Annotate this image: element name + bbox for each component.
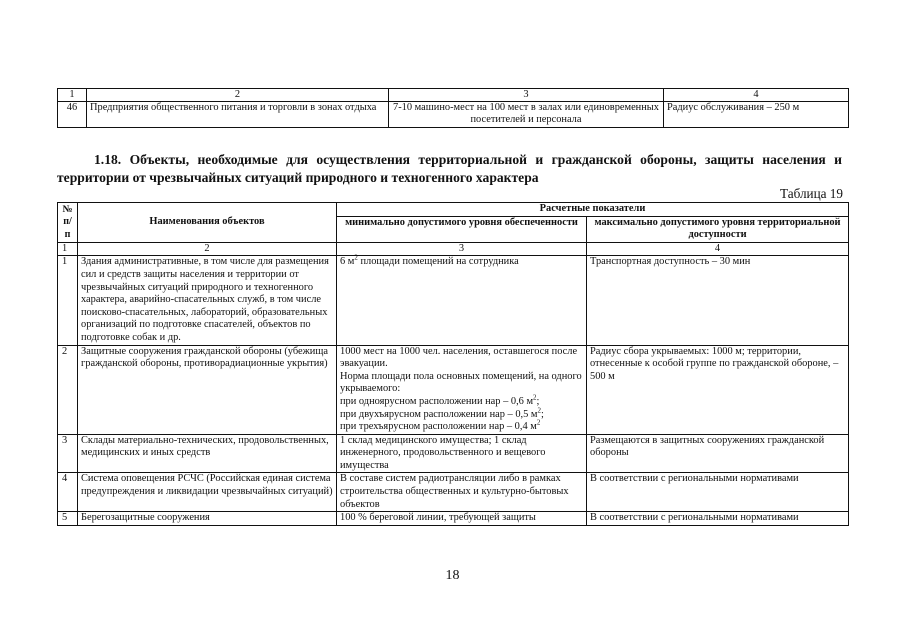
column-number-row (58, 89, 849, 102)
table-row (58, 473, 849, 512)
header-row (58, 203, 849, 217)
header-calc: Расчетные показатели (337, 203, 849, 217)
min-indicator: 6 $м^2$ площади помещений на сотрудника (337, 256, 587, 345)
table-row (58, 256, 849, 345)
col-number-4: 4 (587, 242, 849, 256)
max-indicator: Радиус обслуживания – 250 м (664, 102, 849, 127)
max-indicator: Транспортная доступность – 30 мин (587, 256, 849, 345)
col-number-3: 3 (337, 242, 587, 256)
max-indicator: Радиус сбора укрываемых: 1000 м; территории, отнесенные к особой группе по гражданской обороне, – 500 м (587, 345, 849, 434)
min-indicator: В составе систем радиотрансляции либо в рамках строительства общественных и культурно-бытовых объектов (337, 473, 587, 512)
col-number-2: 2 (87, 89, 389, 102)
table-caption: Таблица 19 (780, 186, 843, 201)
row-number: 5 (58, 512, 78, 526)
object-name: Система оповещения РСЧС (Российская единая система предупреждения и ликвидации чрезвычайных ситуаций) (78, 473, 337, 512)
object-name: Здания административные, в том числе для размещения сил и средств защиты населения и территории от чрезвычайных ситуаций природного и техногенного характера, аварийно-спасательных служб, в том числе поисково-спасательных, лабораторий, образовательных организаций по подготовке спасателей, объектов по подготовке собак и др. (78, 256, 337, 345)
section-title: 1.18. Объекты, необходимые для осуществления территориальной и гражданской обороны, защиты населения и территории от чрезвычайных ситуаций природного и техногенного характера (57, 152, 842, 185)
objects-table (57, 202, 849, 526)
col-number-1: 1 (58, 89, 87, 102)
col-number-3: 3 (389, 89, 664, 102)
row-number: 46 (58, 102, 87, 127)
col-number-1: 1 (58, 242, 78, 256)
column-number-row (58, 242, 849, 256)
min-indicator: 1 склад медицинского имущества; 1 склад инженерного, продовольственного и вещевого имущества (337, 434, 587, 473)
row-number: 3 (58, 434, 78, 473)
min-indicator: 1000 мест на 1000 чел. населения, оставшегося после эвакуации. Норма площади пола основных помещений, на одного укрываемого: при одноярусном расположении нар – 0,6 $м^2$; при двухъярусном расположении нар – 0,5 $м^2$; при трехъярусном расположении нар – 0,4 $м^2$ (337, 345, 587, 434)
max-indicator: В соответствии с региональными нормативами (587, 473, 849, 512)
header-number: № п/п (58, 203, 78, 243)
col-number-4: 4 (664, 89, 849, 102)
table-row (58, 345, 849, 434)
page-number: 18 (445, 568, 460, 583)
header-max: максимально допустимого уровня территориальной доступности (587, 216, 849, 242)
header-name: Наименования объектов (78, 203, 337, 243)
table-row (58, 512, 849, 526)
row-number: 1 (58, 256, 78, 345)
object-name: Предприятия общественного питания и торговли в зонах отдыха (87, 102, 389, 127)
row-number: 2 (58, 345, 78, 434)
continuation-table (57, 88, 849, 128)
table-row (58, 434, 849, 473)
max-indicator: Размещаются в защитных сооружениях гражданской обороны (587, 434, 849, 473)
table-row (58, 102, 849, 127)
header-min: минимально допустимого уровня обеспеченности (337, 216, 587, 242)
object-name: Берегозащитные сооружения (78, 512, 337, 526)
row-number: 4 (58, 473, 78, 512)
max-indicator: В соответствии с региональными нормативами (587, 512, 849, 526)
object-name: Защитные сооружения гражданской обороны (убежища гражданской обороны, противорадиационные укрытия) (78, 345, 337, 434)
min-indicator: 100 % береговой линии, требующей защиты (337, 512, 587, 526)
object-name: Склады материально-технических, продовольственных, медицинских и иных средств (78, 434, 337, 473)
min-indicator: 7-10 машино-мест на 100 мест в залах или единовременных посетителей и персонала (389, 102, 664, 127)
col-number-2: 2 (78, 242, 337, 256)
